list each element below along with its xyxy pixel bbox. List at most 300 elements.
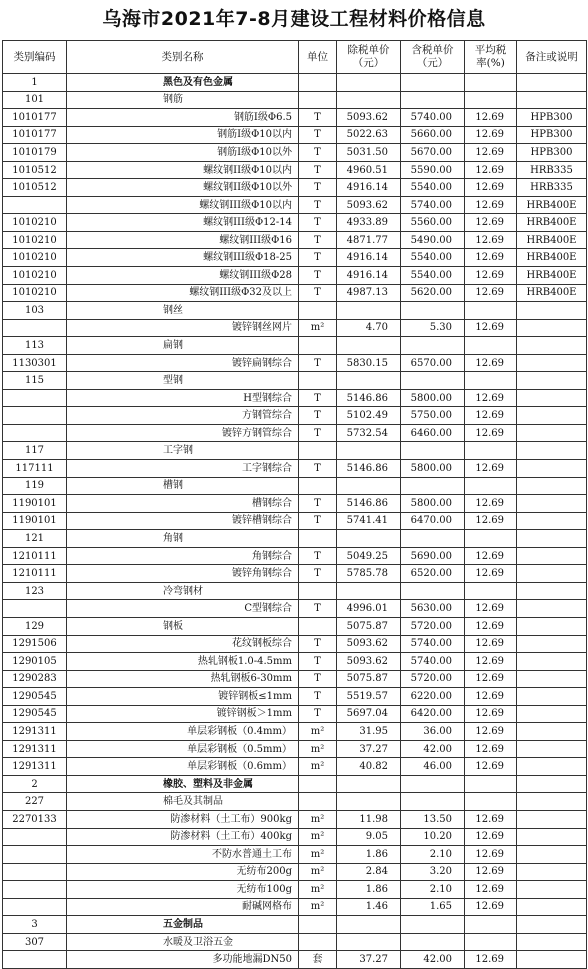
cell-name: 水暖及卫浴五金: [67, 933, 299, 951]
cell-price-ex-tax: 5031.50: [337, 144, 401, 162]
cell-name: 钢筋: [67, 91, 299, 109]
cell-note: HRB400E: [517, 214, 587, 232]
cell-tax-rate: 12.69: [465, 460, 517, 478]
cell-unit: T: [299, 424, 337, 442]
cell-note: HRB400E: [517, 267, 587, 285]
table-row: [3, 670, 587, 688]
table-row: [3, 354, 587, 372]
cell-unit: T: [299, 214, 337, 232]
cell-note: [517, 530, 587, 548]
cell-note: [517, 74, 587, 92]
cell-price-ex-tax: 5093.62: [337, 653, 401, 671]
cell-price-inc-tax: 2.10: [401, 881, 465, 899]
cell-note: [517, 951, 587, 969]
table-row: [3, 91, 587, 109]
cell-name: 镀锌钢丝网片: [67, 319, 299, 337]
cell-price-inc-tax: [401, 337, 465, 355]
cell-price-ex-tax: 5093.62: [337, 109, 401, 127]
cell-price-ex-tax: 4.70: [337, 319, 401, 337]
cell-tax-rate: [465, 91, 517, 109]
cell-price-ex-tax: 4871.77: [337, 231, 401, 249]
cell-price-inc-tax: 5720.00: [401, 617, 465, 635]
cell-code: 1010512: [3, 161, 67, 179]
cell-note: [517, 916, 587, 934]
cell-price-inc-tax: 36.00: [401, 723, 465, 741]
cell-code: 1290545: [3, 688, 67, 706]
table-row: [3, 705, 587, 723]
cell-unit: T: [299, 179, 337, 197]
cell-price-inc-tax: 5740.00: [401, 635, 465, 653]
cell-code: 2: [3, 775, 67, 793]
cell-price-ex-tax: 5049.25: [337, 547, 401, 565]
cell-price-inc-tax: 6460.00: [401, 424, 465, 442]
cell-unit: T: [299, 354, 337, 372]
cell-unit: m²: [299, 758, 337, 776]
cell-note: [517, 635, 587, 653]
cell-tax-rate: 12.69: [465, 740, 517, 758]
cell-price-inc-tax: 5690.00: [401, 547, 465, 565]
cell-code: [3, 600, 67, 618]
cell-tax-rate: 12.69: [465, 389, 517, 407]
cell-note: [517, 337, 587, 355]
table-row: [3, 758, 587, 776]
cell-name: 工字钢: [67, 442, 299, 460]
cell-tax-rate: [465, 372, 517, 390]
header-price-ex-tax: 除税单价 （元）: [337, 41, 401, 74]
cell-note: HRB400E: [517, 196, 587, 214]
table-row: [3, 881, 587, 899]
table-row: [3, 407, 587, 425]
cell-name: 角钢: [67, 530, 299, 548]
table-row: [3, 775, 587, 793]
cell-note: [517, 670, 587, 688]
table-row: [3, 793, 587, 811]
cell-code: 2270133: [3, 810, 67, 828]
cell-note: [517, 775, 587, 793]
cell-unit: [299, 372, 337, 390]
cell-tax-rate: 12.69: [465, 723, 517, 741]
cell-tax-rate: [465, 337, 517, 355]
cell-price-inc-tax: 5750.00: [401, 407, 465, 425]
cell-note: HRB400E: [517, 231, 587, 249]
cell-price-inc-tax: [401, 916, 465, 934]
cell-name: 无纺布100g: [67, 881, 299, 899]
cell-price-ex-tax: 5146.86: [337, 389, 401, 407]
cell-note: [517, 302, 587, 320]
cell-code: 1010177: [3, 126, 67, 144]
cell-price-ex-tax: 4987.13: [337, 284, 401, 302]
cell-price-inc-tax: [401, 91, 465, 109]
cell-code: 123: [3, 582, 67, 600]
cell-price-inc-tax: 5540.00: [401, 249, 465, 267]
cell-price-ex-tax: 5093.62: [337, 635, 401, 653]
table-row: [3, 846, 587, 864]
table-row: [3, 565, 587, 583]
cell-price-ex-tax: 5785.78: [337, 565, 401, 583]
cell-note: [517, 460, 587, 478]
cell-price-ex-tax: 5741.41: [337, 512, 401, 530]
cell-name: 热轧钢板1.0-4.5mm: [67, 653, 299, 671]
cell-price-ex-tax: 5519.57: [337, 688, 401, 706]
cell-unit: T: [299, 705, 337, 723]
cell-code: 119: [3, 477, 67, 495]
cell-code: 1010210: [3, 249, 67, 267]
cell-code: 115: [3, 372, 67, 390]
cell-code: 103: [3, 302, 67, 320]
cell-price-ex-tax: 5146.86: [337, 460, 401, 478]
cell-price-inc-tax: 5800.00: [401, 389, 465, 407]
cell-name: 防渗材料（土工布）900kg: [67, 810, 299, 828]
cell-price-inc-tax: 5800.00: [401, 460, 465, 478]
cell-note: [517, 424, 587, 442]
cell-note: [517, 495, 587, 513]
cell-tax-rate: 12.69: [465, 653, 517, 671]
cell-code: 1291311: [3, 740, 67, 758]
cell-tax-rate: 12.69: [465, 670, 517, 688]
table-row: [3, 144, 587, 162]
table-row: [3, 477, 587, 495]
cell-price-inc-tax: [401, 582, 465, 600]
cell-code: 1290545: [3, 705, 67, 723]
cell-tax-rate: 12.69: [465, 109, 517, 127]
cell-unit: T: [299, 196, 337, 214]
cell-code: 117: [3, 442, 67, 460]
cell-price-inc-tax: 5620.00: [401, 284, 465, 302]
cell-name: 钢筋I级Φ10以外: [67, 144, 299, 162]
table-row: [3, 249, 587, 267]
cell-note: [517, 846, 587, 864]
cell-name: 槽钢综合: [67, 495, 299, 513]
price-table: [2, 40, 587, 969]
cell-tax-rate: [465, 775, 517, 793]
cell-note: [517, 600, 587, 618]
cell-unit: [299, 477, 337, 495]
cell-unit: [299, 617, 337, 635]
cell-name: 螺纹钢III级Φ32及以上: [67, 284, 299, 302]
cell-price-ex-tax: 5697.04: [337, 705, 401, 723]
cell-code: 307: [3, 933, 67, 951]
cell-name: 镀锌钢板≤1mm: [67, 688, 299, 706]
cell-note: [517, 372, 587, 390]
cell-note: [517, 758, 587, 776]
cell-price-ex-tax: 5830.15: [337, 354, 401, 372]
cell-price-ex-tax: [337, 372, 401, 390]
cell-price-inc-tax: [401, 372, 465, 390]
cell-note: [517, 863, 587, 881]
cell-note: HRB400E: [517, 284, 587, 302]
cell-code: 1010210: [3, 284, 67, 302]
cell-code: 1210111: [3, 547, 67, 565]
cell-tax-rate: 12.69: [465, 863, 517, 881]
table-row: [3, 933, 587, 951]
cell-price-inc-tax: 5670.00: [401, 144, 465, 162]
cell-price-ex-tax: 1.86: [337, 846, 401, 864]
cell-code: 1190101: [3, 495, 67, 513]
table-row: [3, 582, 587, 600]
cell-code: 101: [3, 91, 67, 109]
cell-unit: [299, 91, 337, 109]
table-row: [3, 898, 587, 916]
cell-price-inc-tax: 2.10: [401, 846, 465, 864]
cell-name: 螺纹钢II级Φ10以内: [67, 161, 299, 179]
cell-price-inc-tax: 42.00: [401, 740, 465, 758]
cell-name: 型钢: [67, 372, 299, 390]
cell-tax-rate: 12.69: [465, 196, 517, 214]
cell-unit: T: [299, 565, 337, 583]
cell-name: 工字钢综合: [67, 460, 299, 478]
table-row: [3, 828, 587, 846]
cell-name: 螺纹钢III级Φ12-14: [67, 214, 299, 232]
cell-price-inc-tax: 5800.00: [401, 495, 465, 513]
cell-tax-rate: 12.69: [465, 284, 517, 302]
cell-price-ex-tax: 1.46: [337, 898, 401, 916]
cell-price-inc-tax: 5720.00: [401, 670, 465, 688]
cell-note: HPB300: [517, 109, 587, 127]
cell-code: 1010512: [3, 179, 67, 197]
cell-tax-rate: 12.69: [465, 547, 517, 565]
cell-code: 1010179: [3, 144, 67, 162]
table-row: [3, 810, 587, 828]
table-row: [3, 530, 587, 548]
cell-code: [3, 881, 67, 899]
cell-code: 1291311: [3, 758, 67, 776]
cell-code: [3, 828, 67, 846]
header-tax-rate: 平均税 率(%): [465, 41, 517, 74]
cell-unit: T: [299, 249, 337, 267]
table-row: [3, 617, 587, 635]
cell-price-inc-tax: 3.20: [401, 863, 465, 881]
table-row: [3, 319, 587, 337]
cell-tax-rate: 12.69: [465, 179, 517, 197]
cell-unit: m²: [299, 810, 337, 828]
cell-unit: m²: [299, 863, 337, 881]
cell-unit: m²: [299, 723, 337, 741]
cell-name: 防渗材料（土工布）400kg: [67, 828, 299, 846]
cell-name: 多功能地漏DN50: [67, 951, 299, 969]
cell-name: 镀锌角钢综合: [67, 565, 299, 583]
table-row: [3, 512, 587, 530]
cell-price-ex-tax: [337, 74, 401, 92]
cell-name: 五金制品: [67, 916, 299, 934]
header-code: 类别编码: [3, 41, 67, 74]
cell-code: 1210111: [3, 565, 67, 583]
cell-price-ex-tax: 5102.49: [337, 407, 401, 425]
cell-tax-rate: 12.69: [465, 758, 517, 776]
table-row: [3, 126, 587, 144]
cell-tax-rate: 12.69: [465, 898, 517, 916]
cell-name: 槽钢: [67, 477, 299, 495]
cell-note: [517, 793, 587, 811]
cell-name: 螺纹钢III级Φ28: [67, 267, 299, 285]
cell-note: HRB335: [517, 161, 587, 179]
cell-price-inc-tax: [401, 775, 465, 793]
cell-price-ex-tax: 5732.54: [337, 424, 401, 442]
cell-price-ex-tax: [337, 916, 401, 934]
cell-unit: T: [299, 126, 337, 144]
cell-code: 1291506: [3, 635, 67, 653]
cell-price-inc-tax: [401, 442, 465, 460]
cell-tax-rate: [465, 933, 517, 951]
cell-price-inc-tax: [401, 933, 465, 951]
cell-code: 1290105: [3, 653, 67, 671]
cell-price-inc-tax: 5540.00: [401, 179, 465, 197]
cell-price-ex-tax: 11.98: [337, 810, 401, 828]
cell-unit: m²: [299, 898, 337, 916]
cell-name: 镀锌方钢管综合: [67, 424, 299, 442]
cell-note: [517, 442, 587, 460]
cell-unit: T: [299, 688, 337, 706]
cell-price-ex-tax: 5146.86: [337, 495, 401, 513]
cell-price-inc-tax: [401, 530, 465, 548]
cell-price-inc-tax: 6520.00: [401, 565, 465, 583]
table-row: [3, 424, 587, 442]
cell-note: [517, 740, 587, 758]
cell-note: [517, 565, 587, 583]
cell-code: 1291311: [3, 723, 67, 741]
cell-note: HRB335: [517, 179, 587, 197]
cell-unit: [299, 74, 337, 92]
cell-price-ex-tax: 5093.62: [337, 196, 401, 214]
cell-price-inc-tax: 5560.00: [401, 214, 465, 232]
cell-tax-rate: 12.69: [465, 705, 517, 723]
cell-price-ex-tax: 4916.14: [337, 249, 401, 267]
cell-price-inc-tax: 5740.00: [401, 653, 465, 671]
cell-name: H型钢综合: [67, 389, 299, 407]
cell-price-inc-tax: 5590.00: [401, 161, 465, 179]
cell-code: 227: [3, 793, 67, 811]
cell-tax-rate: 12.69: [465, 267, 517, 285]
table-row: [3, 302, 587, 320]
cell-unit: [299, 302, 337, 320]
cell-price-inc-tax: 6220.00: [401, 688, 465, 706]
cell-name: 镀锌钢板＞1mm: [67, 705, 299, 723]
cell-unit: m²: [299, 740, 337, 758]
cell-note: [517, 881, 587, 899]
cell-tax-rate: 12.69: [465, 407, 517, 425]
table-header-row: [3, 41, 587, 74]
cell-name: 镀锌槽钢综合: [67, 512, 299, 530]
cell-tax-rate: [465, 916, 517, 934]
cell-note: [517, 319, 587, 337]
cell-price-ex-tax: [337, 477, 401, 495]
cell-name: 单层彩钢板（0.4mm）: [67, 723, 299, 741]
cell-price-inc-tax: 1.65: [401, 898, 465, 916]
cell-name: 方钢管综合: [67, 407, 299, 425]
cell-note: [517, 91, 587, 109]
cell-unit: [299, 933, 337, 951]
cell-unit: 套: [299, 951, 337, 969]
cell-price-ex-tax: 2.84: [337, 863, 401, 881]
cell-price-ex-tax: [337, 302, 401, 320]
table-row: [3, 723, 587, 741]
table-row: [3, 372, 587, 390]
table-row: [3, 863, 587, 881]
cell-price-ex-tax: 5075.87: [337, 670, 401, 688]
table-row: [3, 951, 587, 969]
cell-tax-rate: 12.69: [465, 617, 517, 635]
cell-code: 1130301: [3, 354, 67, 372]
cell-tax-rate: [465, 793, 517, 811]
cell-name: 钢筋I级Φ6.5: [67, 109, 299, 127]
cell-code: [3, 863, 67, 881]
cell-tax-rate: 12.69: [465, 495, 517, 513]
cell-code: 1010210: [3, 231, 67, 249]
cell-note: [517, 933, 587, 951]
cell-name: 螺纹钢II级Φ10以外: [67, 179, 299, 197]
cell-price-inc-tax: 5.30: [401, 319, 465, 337]
header-name: 类别名称: [67, 41, 299, 74]
cell-tax-rate: 12.69: [465, 635, 517, 653]
table-row: [3, 179, 587, 197]
cell-note: [517, 688, 587, 706]
cell-price-inc-tax: 10.20: [401, 828, 465, 846]
cell-tax-rate: 12.69: [465, 319, 517, 337]
cell-note: [517, 810, 587, 828]
cell-name: 镀锌扁钢综合: [67, 354, 299, 372]
table-row: [3, 916, 587, 934]
cell-name: 角钢综合: [67, 547, 299, 565]
cell-unit: [299, 442, 337, 460]
cell-note: [517, 723, 587, 741]
cell-price-inc-tax: 5490.00: [401, 231, 465, 249]
cell-price-ex-tax: 4960.51: [337, 161, 401, 179]
cell-code: 1: [3, 74, 67, 92]
cell-name: 螺纹钢III级Φ18-25: [67, 249, 299, 267]
cell-unit: [299, 530, 337, 548]
table-row: [3, 460, 587, 478]
cell-name: 耐碱网格布: [67, 898, 299, 916]
cell-note: [517, 547, 587, 565]
cell-code: 117111: [3, 460, 67, 478]
cell-code: 1290283: [3, 670, 67, 688]
cell-price-ex-tax: 9.05: [337, 828, 401, 846]
cell-price-inc-tax: 5740.00: [401, 196, 465, 214]
cell-code: [3, 424, 67, 442]
cell-unit: T: [299, 144, 337, 162]
cell-note: [517, 828, 587, 846]
cell-tax-rate: [465, 442, 517, 460]
cell-price-inc-tax: 46.00: [401, 758, 465, 776]
table-row: [3, 231, 587, 249]
table-row: [3, 109, 587, 127]
cell-tax-rate: 12.69: [465, 126, 517, 144]
cell-unit: [299, 337, 337, 355]
cell-price-ex-tax: 37.27: [337, 951, 401, 969]
cell-price-ex-tax: [337, 530, 401, 548]
cell-unit: [299, 793, 337, 811]
cell-unit: T: [299, 109, 337, 127]
cell-note: [517, 354, 587, 372]
table-row: [3, 635, 587, 653]
cell-price-inc-tax: [401, 74, 465, 92]
cell-name: 黑色及有色金属: [67, 74, 299, 92]
table-row: [3, 284, 587, 302]
table-row: [3, 389, 587, 407]
cell-code: 129: [3, 617, 67, 635]
cell-tax-rate: 12.69: [465, 161, 517, 179]
cell-tax-rate: 12.69: [465, 249, 517, 267]
cell-price-inc-tax: 5740.00: [401, 109, 465, 127]
cell-unit: T: [299, 161, 337, 179]
cell-unit: T: [299, 653, 337, 671]
cell-note: [517, 477, 587, 495]
cell-price-ex-tax: [337, 582, 401, 600]
cell-name: 单层彩钢板（0.5mm）: [67, 740, 299, 758]
cell-tax-rate: 12.69: [465, 828, 517, 846]
cell-name: 不防水普通土工布: [67, 846, 299, 864]
cell-note: [517, 653, 587, 671]
cell-price-inc-tax: 6570.00: [401, 354, 465, 372]
